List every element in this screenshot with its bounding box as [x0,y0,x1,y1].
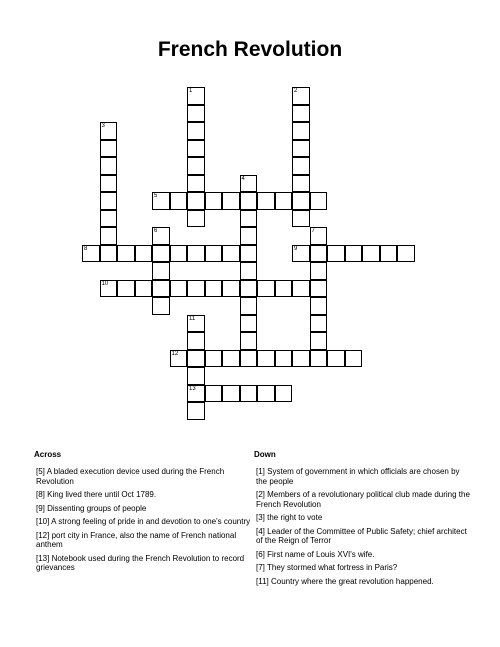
clue-text: Notebook used during the French Revolution to record grievances [36,553,245,572]
grid-cell[interactable] [187,280,205,298]
grid-cell[interactable] [187,402,205,420]
grid-cell[interactable] [275,385,293,403]
down-clue [256,513,471,523]
grid-cell[interactable] [187,315,205,333]
grid-cell[interactable] [292,87,310,105]
clue-number: 1 [189,88,193,94]
grid-cell[interactable] [222,280,240,298]
grid-cell[interactable] [222,385,240,403]
grid-cell[interactable] [275,280,293,298]
grid-cell[interactable] [240,245,258,263]
clue-number-label: [5] [36,467,45,476]
clue-number-label: [12] [36,530,50,540]
grid-cell[interactable] [310,245,328,263]
grid-cell[interactable] [187,105,205,123]
grid-cell[interactable] [275,192,293,210]
across-heading: Across [34,450,62,459]
grid-cell[interactable] [275,350,293,368]
grid-cell[interactable] [100,227,118,245]
grid-cell[interactable] [240,350,258,368]
grid-cell[interactable] [240,262,258,280]
grid-cell[interactable] [187,367,205,385]
grid-cell[interactable] [170,192,188,210]
clue-number-label: [6] [256,549,265,559]
clue-number: 6 [154,228,158,234]
grid-cell[interactable] [380,245,398,263]
grid-cell[interactable] [327,350,345,368]
grid-cell[interactable] [135,280,153,298]
across-clue [36,554,251,573]
clue-number: 4 [241,175,245,182]
clue-text: Members of a revolutionary political club made during the French Revolution [256,490,470,509]
clue-number: 2 [294,88,298,94]
grid-cell[interactable] [222,350,240,368]
grid-cell[interactable] [345,245,363,263]
clue-number-label: [1] [256,467,265,476]
clue-text: A strong feeling of pride in and devotion to one's country [49,517,251,526]
down-clue [256,577,471,587]
grid-cell[interactable] [292,210,310,228]
clue-number: 11 [189,315,196,322]
grid-cell[interactable] [240,175,258,193]
clue-number: 13 [189,385,196,392]
grid-cell[interactable] [292,175,310,193]
grid-cell[interactable] [292,140,310,158]
grid-cell[interactable] [205,192,223,210]
clue-text: First name of Louis XVI's wife. [264,549,375,559]
grid-cell[interactable] [117,245,135,263]
clue-number: 3 [101,123,105,129]
grid-cell[interactable] [397,245,415,263]
clue-number: 5 [154,193,158,199]
grid-cell[interactable] [152,262,170,280]
clue-number-label: [3] [256,513,265,522]
grid-cell[interactable] [205,280,223,298]
clue-number-label: [2] [256,490,265,499]
grid-cell[interactable] [240,192,258,210]
grid-cell[interactable] [292,280,310,298]
down-clue-list [256,467,471,590]
grid-cell[interactable] [257,350,275,368]
grid-cell[interactable] [135,245,153,263]
across-clue [36,531,251,550]
grid-cell[interactable] [310,227,328,245]
down-clue [256,467,471,486]
grid-cell[interactable] [187,332,205,350]
grid-cell[interactable] [187,210,205,228]
grid-cell[interactable] [292,350,310,368]
across-clue [36,504,251,514]
down-clue [256,527,471,546]
clue-number: 8 [84,245,88,252]
clue-number: 10 [101,280,109,287]
grid-cell[interactable] [187,122,205,140]
grid-cell[interactable] [187,140,205,158]
clue-text: Dissenting groups of people [44,503,147,513]
grid-cell[interactable] [152,245,170,263]
grid-cell[interactable] [82,245,100,263]
grid-cell[interactable] [205,385,223,403]
grid-cell[interactable] [187,350,205,368]
grid-cell[interactable] [292,157,310,175]
clue-number-label: [9] [36,503,45,513]
grid-cell[interactable] [100,140,118,158]
across-clue [36,517,251,527]
grid-cell[interactable] [310,262,328,280]
grid-cell[interactable] [205,245,223,263]
grid-cell[interactable] [222,192,240,210]
grid-cell[interactable] [240,385,258,403]
grid-cell[interactable] [310,350,328,368]
grid-cell[interactable] [187,87,205,105]
clue-number: 9 [294,245,298,252]
clue-text: port city in France, also the name of French national anthem [36,530,237,549]
grid-cell[interactable] [187,385,205,403]
grid-cell[interactable] [100,280,118,298]
grid-cell[interactable] [362,245,380,263]
clue-number-label: [13] [36,553,50,563]
down-clue [256,563,471,573]
grid-cell[interactable] [170,350,188,368]
grid-cell[interactable] [170,280,188,298]
clue-text: They stormed what fortress in Paris? [264,563,398,572]
grid-cell[interactable] [345,350,363,368]
grid-cell[interactable] [310,192,328,210]
grid-cell[interactable] [310,280,328,298]
down-clue [256,550,471,560]
clue-number-label: [4] [256,526,265,536]
grid-cell[interactable] [152,297,170,315]
down-heading: Down [254,450,276,459]
grid-cell[interactable] [152,280,170,298]
grid-cell[interactable] [205,350,223,368]
grid-cell[interactable] [292,245,310,263]
down-clue [256,490,471,509]
grid-cell[interactable] [310,297,328,315]
grid-cell[interactable] [327,245,345,263]
grid-cell[interactable] [152,227,170,245]
clue-number-label: [11] [256,576,269,586]
across-clue [36,490,251,500]
puzzle-title: French Revolution [157,38,343,61]
grid-cell[interactable] [240,315,258,333]
grid-cell[interactable] [257,192,275,210]
grid-cell[interactable] [257,280,275,298]
grid-cell[interactable] [187,245,205,263]
clue-number-label: [10] [36,517,50,526]
across-clue [36,467,251,486]
clue-text: Leader of the Committee of Public Safety; chief architect of the Reign of Terror [256,526,467,545]
grid-cell[interactable] [240,227,258,245]
grid-cell[interactable] [152,192,170,210]
grid-cell[interactable] [100,192,118,210]
clue-number-label: [8] [36,490,45,499]
clue-text: King lived there until Oct 1789. [44,490,157,499]
clue-number: 12 [171,350,179,357]
clue-text: the right to vote [264,513,323,522]
grid-cell[interactable] [100,210,118,228]
grid-cell[interactable] [170,245,188,263]
grid-cell[interactable] [187,157,205,175]
grid-cell[interactable] [100,175,118,193]
grid-cell[interactable] [100,245,118,263]
grid-cell[interactable] [310,332,328,350]
grid-cell[interactable] [100,122,118,140]
grid-cell[interactable] [292,122,310,140]
grid-cell[interactable] [117,280,135,298]
grid-cell[interactable] [222,245,240,263]
grid-cell[interactable] [292,105,310,123]
across-clue-list [36,467,251,577]
grid-cell[interactable] [240,297,258,315]
grid-cell[interactable] [240,332,258,350]
grid-cell[interactable] [257,385,275,403]
grid-cell[interactable] [292,192,310,210]
grid-cell[interactable] [310,315,328,333]
clue-text: A bladed execution device used during the French Revolution [36,467,225,486]
clue-number: 7 [311,228,315,234]
grid-cell[interactable] [100,157,118,175]
grid-cell[interactable] [240,280,258,298]
grid-cell[interactable] [240,210,258,228]
clue-number-label: [7] [256,563,265,572]
grid-cell[interactable] [187,192,205,210]
clue-text: System of government in which officials are chosen by the people [256,467,460,486]
clue-text: Country where the great revolution happened. [268,576,434,586]
grid-cell[interactable] [187,175,205,193]
